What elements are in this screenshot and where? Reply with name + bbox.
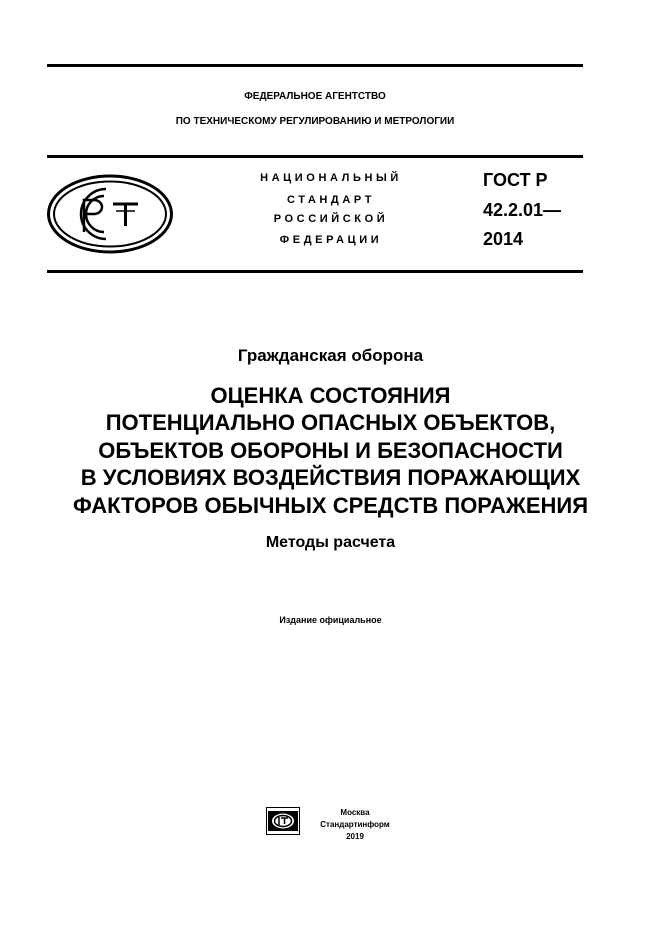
national-standard-line-1: НАЦИОНАЛЬНЫЙ bbox=[260, 172, 402, 184]
gost-line-1: ГОСТ Р bbox=[483, 170, 548, 190]
standartinform-logo-icon bbox=[266, 807, 300, 840]
national-standard-line-2: СТАНДАРТ bbox=[286, 194, 376, 206]
gost-line-2: 42.2.01— bbox=[483, 200, 562, 220]
national-standard-line-4: ФЕДЕРАЦИИ bbox=[279, 234, 383, 246]
rst-certification-mark-icon bbox=[46, 174, 174, 259]
title-line-5: ФАКТОРОВ ОБЫЧНЫХ СРЕДСТВ ПОРАЖЕНИЯ bbox=[72, 493, 589, 518]
document-category: Гражданская оборона bbox=[237, 346, 424, 365]
document-subtitle: Методы расчета bbox=[265, 534, 396, 551]
agency-line-2: ПО ТЕХНИЧЕСКОМУ РЕГУЛИРОВАНИЮ И МЕТРОЛОГИИ bbox=[175, 116, 455, 127]
edition-note: Издание официальное bbox=[279, 615, 382, 625]
title-line-2: ПОТЕНЦИАЛЬНО ОПАСНЫХ ОБЪЕКТОВ, bbox=[105, 410, 556, 435]
national-standard-line-3: РОССИЙСКОЙ bbox=[273, 213, 389, 225]
publisher-city: Москва bbox=[340, 808, 370, 817]
top-rule bbox=[47, 64, 583, 67]
publisher-year: 2019 bbox=[346, 832, 364, 841]
publisher-name: Стандартинформ bbox=[320, 820, 390, 829]
title-line-1: ОЦЕНКА СОСТОЯНИЯ bbox=[210, 383, 451, 408]
standard-block-rule bbox=[47, 270, 583, 273]
title-line-4: В УСЛОВИЯХ ВОЗДЕЙСТВИЯ ПОРАЖАЮЩИХ bbox=[80, 465, 581, 490]
gost-line-3: 2014 bbox=[483, 229, 524, 249]
header-rule bbox=[47, 155, 583, 158]
title-line-3: ОБЪЕКТОВ ОБОРОНЫ И БЕЗОПАСНОСТИ bbox=[98, 438, 563, 463]
agency-line-1: ФЕДЕРАЛЬНОЕ АГЕНТСТВО bbox=[244, 91, 386, 102]
